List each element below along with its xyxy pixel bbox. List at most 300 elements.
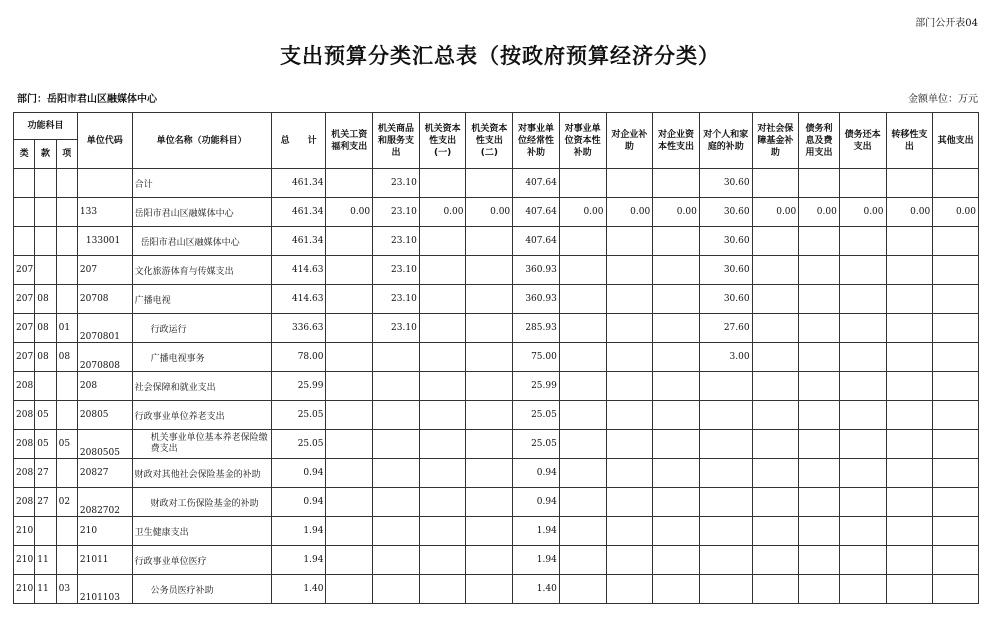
table-row [14,198,979,227]
xiang-cell [56,401,77,430]
amount-cell [799,285,840,314]
amount-cell [606,430,653,459]
amount-cell [606,546,653,575]
table-row [14,372,979,401]
amount-cell [839,401,886,430]
amount-cell [466,401,513,430]
amount-cell [373,575,420,604]
total-header: 总 计 [271,113,326,169]
table-row [14,256,979,285]
xiang-cell [56,256,77,285]
amount-cell [839,343,886,372]
amount-cell [326,546,373,575]
total-cell: 25.99 [271,372,326,401]
amount-cell [466,343,513,372]
xiang-cell [56,372,77,401]
amount-cell [933,575,979,604]
unit-code-cell: 21011 [77,546,132,575]
amount-cell [839,227,886,256]
xiang-cell [56,546,77,575]
col-header: 对事业单位经常性补助 [513,113,560,169]
amount-cell [886,169,933,198]
amount-cell [653,575,700,604]
amount-cell: 0.94 [513,459,560,488]
amount-cell: 0.00 [419,198,466,227]
amount-cell [373,546,420,575]
xiang-cell [56,459,77,488]
kuan-cell: 08 [35,314,56,343]
amount-cell: 0.00 [326,198,373,227]
table-row [14,546,979,575]
col-header: 其他支出 [933,113,979,169]
lei-cell: 208 [14,459,35,488]
total-cell: 0.94 [271,488,326,517]
amount-cell: 25.05 [513,430,560,459]
amount-cell: 407.64 [513,198,560,227]
amount-cell: 27.60 [699,314,752,343]
amount-cell [606,314,653,343]
amount-cell [373,372,420,401]
kuan-cell [35,198,56,227]
amount-cell [326,488,373,517]
unit-code-cell: 2101103 [77,575,132,604]
total-cell: 0.94 [271,459,326,488]
amount-cell [933,401,979,430]
amount-cell [699,459,752,488]
amount-cell [559,488,606,517]
amount-cell [559,459,606,488]
amount-cell [559,430,606,459]
xiang-cell: 05 [56,430,77,459]
unit-code-cell: 133 [77,198,132,227]
lei-cell: 210 [14,517,35,546]
kuan-cell: 05 [35,401,56,430]
amount-cell: 23.10 [373,169,420,198]
amount-cell [886,343,933,372]
lei-cell: 207 [14,343,35,372]
amount-cell [886,314,933,343]
amount-cell [466,517,513,546]
amount-cell [752,285,799,314]
total-cell: 461.34 [271,169,326,198]
lei-cell: 210 [14,575,35,604]
amount-cell: 360.93 [513,285,560,314]
col-header: 对企业补助 [606,113,653,169]
amount-cell [373,459,420,488]
unit-code-cell: 210 [77,517,132,546]
amount-cell [799,227,840,256]
amount-cell [419,575,466,604]
unit-name-cell: 合计 [132,169,271,198]
amount-cell [699,546,752,575]
amount-cell [326,575,373,604]
amount-cell [419,343,466,372]
lei-cell [14,169,35,198]
amount-cell [466,285,513,314]
table-row [14,459,979,488]
total-cell: 461.34 [271,198,326,227]
amount-cell [799,430,840,459]
amount-cell [933,343,979,372]
amount-cell [752,169,799,198]
amount-cell [839,169,886,198]
department-label: 部门：岳阳市君山区融媒体中心 [17,94,157,105]
amount-cell [419,314,466,343]
xiang-cell [56,285,77,314]
amount-cell [699,488,752,517]
unit-name-cell: 社会保障和就业支出 [132,372,271,401]
amount-cell [839,459,886,488]
lei-cell: 210 [14,546,35,575]
amount-cell [886,372,933,401]
amount-cell [466,430,513,459]
amount-cell [606,459,653,488]
table-row [14,517,979,546]
amount-cell [326,459,373,488]
amount-cell [606,256,653,285]
amount-cell [752,401,799,430]
amount-cell [606,372,653,401]
unit-name-cell: 岳阳市君山区融媒体中心 [132,227,271,256]
amount-cell [699,430,752,459]
amount-cell: 25.05 [513,401,560,430]
kuan-cell: 27 [35,488,56,517]
amount-cell: 30.60 [699,169,752,198]
xiang-header: 项 [56,140,77,169]
amount-cell [606,401,653,430]
amount-cell [799,372,840,401]
lei-cell [14,227,35,256]
amount-cell [752,372,799,401]
amount-cell: 25.99 [513,372,560,401]
amount-cell [752,227,799,256]
amount-cell [933,546,979,575]
amount-cell [653,343,700,372]
unit-name-cell: 文化旅游体育与传媒支出 [132,256,271,285]
amount-cell: 23.10 [373,227,420,256]
amount-cell [559,314,606,343]
col-header: 对社会保障基金补助 [752,113,799,169]
unit-name-cell: 行政运行 [132,314,271,343]
amount-cell [606,343,653,372]
amount-cell [653,546,700,575]
amount-cell [653,372,700,401]
kuan-cell [35,372,56,401]
amount-cell [326,343,373,372]
amount-cell [419,546,466,575]
amount-cell: 1.94 [513,546,560,575]
amount-cell [466,314,513,343]
amount-cell [799,546,840,575]
xiang-cell: 02 [56,488,77,517]
unit-code-cell: 20708 [77,285,132,314]
amount-cell [326,256,373,285]
total-cell: 1.40 [271,575,326,604]
amount-cell [839,430,886,459]
amount-cell: 23.10 [373,256,420,285]
total-cell: 25.05 [271,430,326,459]
amount-cell [419,517,466,546]
amount-cell [606,227,653,256]
xiang-cell [56,227,77,256]
table-row [14,401,979,430]
amount-cell [466,459,513,488]
table-row [14,227,979,256]
total-cell: 1.94 [271,517,326,546]
lei-cell: 208 [14,372,35,401]
amount-cell [799,459,840,488]
unit-name-cell: 卫生健康支出 [132,517,271,546]
col-header: 机关资本性支出(二) [466,113,513,169]
amount-cell [752,314,799,343]
amount-cell [653,430,700,459]
amount-cell [326,372,373,401]
func-subject-header: 功能科目 [14,113,78,140]
amount-cell: 0.94 [513,488,560,517]
unit-name-header: 单位名称（功能科目） [132,113,271,169]
amount-cell: 285.93 [513,314,560,343]
amount-cell [886,488,933,517]
amount-cell [653,517,700,546]
amount-cell [559,401,606,430]
amount-cell [839,575,886,604]
amount-cell [373,343,420,372]
lei-cell: 207 [14,314,35,343]
amount-cell [606,169,653,198]
amount-cell [799,343,840,372]
amount-cell [653,169,700,198]
amount-cell: 23.10 [373,314,420,343]
amount-cell: 3.00 [699,343,752,372]
amount-cell [606,488,653,517]
amount-cell: 0.00 [466,198,513,227]
total-cell: 1.94 [271,546,326,575]
amount-cell [886,517,933,546]
amount-cell [886,459,933,488]
unit-name-cell: 财政对工伤保险基金的补助 [132,488,271,517]
amount-cell [933,372,979,401]
amount-cell [466,256,513,285]
kuan-cell [35,227,56,256]
amount-cell [653,488,700,517]
unit-name-cell: 广播电视事务 [132,343,271,372]
amount-cell [839,314,886,343]
unit-code-header: 单位代码 [77,113,132,169]
xiang-cell: 03 [56,575,77,604]
table-row [14,343,979,372]
amount-cell [799,517,840,546]
amount-cell [933,227,979,256]
amount-cell: 1.40 [513,575,560,604]
amount-cell [419,227,466,256]
amount-cell [933,517,979,546]
lei-cell: 208 [14,401,35,430]
amount-cell [559,169,606,198]
amount-cell [419,430,466,459]
amount-cell [933,285,979,314]
unit-name-cell: 机关事业单位基本养老保险缴费支出 [132,430,271,459]
amount-cell [699,401,752,430]
kuan-cell: 11 [35,575,56,604]
amount-cell [933,256,979,285]
amount-cell [326,314,373,343]
amount-cell: 75.00 [513,343,560,372]
amount-cell [419,372,466,401]
amount-cell [933,314,979,343]
amount-cell [326,285,373,314]
col-header: 转移性支出 [886,113,933,169]
amount-cell [373,430,420,459]
kuan-cell [35,256,56,285]
amount-cell [559,372,606,401]
lei-cell: 207 [14,285,35,314]
amount-cell [559,575,606,604]
amount-cell [752,488,799,517]
amount-cell [886,401,933,430]
amount-cell: 0.00 [653,198,700,227]
xiang-cell: 08 [56,343,77,372]
amount-cell [326,517,373,546]
lei-cell: 207 [14,256,35,285]
amount-cell [466,575,513,604]
amount-cell: 30.60 [699,285,752,314]
total-cell: 414.63 [271,256,326,285]
amount-cell [326,169,373,198]
amount-cell: 0.00 [799,198,840,227]
unit-name-cell: 广播电视 [132,285,271,314]
unit-name-cell: 岳阳市君山区融媒体中心 [132,198,271,227]
amount-cell [559,546,606,575]
kuan-cell [35,169,56,198]
amount-cell [653,401,700,430]
amount-cell [799,401,840,430]
kuan-cell: 27 [35,459,56,488]
amount-cell: 30.60 [699,198,752,227]
amount-cell [559,227,606,256]
col-header: 机关工资福利支出 [326,113,373,169]
amount-cell [799,488,840,517]
amount-cell [373,517,420,546]
amount-cell [886,227,933,256]
col-header: 债务还本支出 [839,113,886,169]
xiang-cell [56,517,77,546]
amount-cell [419,285,466,314]
amount-cell [886,546,933,575]
unit-name-cell: 行政事业单位养老支出 [132,401,271,430]
amount-cell [373,488,420,517]
kuan-cell: 08 [35,343,56,372]
amount-cell [886,575,933,604]
amount-cell [326,227,373,256]
total-cell: 78.00 [271,343,326,372]
amount-cell [606,285,653,314]
col-header: 对企业资本性支出 [653,113,700,169]
unit-code-cell [77,169,132,198]
amount-cell: 30.60 [699,256,752,285]
amount-cell [752,430,799,459]
amount-cell [699,575,752,604]
unit-code-cell: 2082702 [77,488,132,517]
amount-cell [886,285,933,314]
amount-cell [799,169,840,198]
amount-cell [559,343,606,372]
amount-unit-label: 金额单位：万元 [908,94,978,105]
unit-code-cell: 208 [77,372,132,401]
amount-cell [653,314,700,343]
amount-cell [839,372,886,401]
amount-cell [559,285,606,314]
amount-cell: 407.64 [513,227,560,256]
amount-cell [326,401,373,430]
amount-cell [752,575,799,604]
amount-cell [419,169,466,198]
unit-code-cell: 2070801 [77,314,132,343]
amount-cell [933,459,979,488]
amount-cell: 0.00 [886,198,933,227]
total-cell: 336.63 [271,314,326,343]
kuan-cell: 08 [35,285,56,314]
kuan-header: 款 [35,140,56,169]
amount-cell [559,517,606,546]
amount-cell [752,343,799,372]
table-row [14,488,979,517]
lei-cell: 208 [14,488,35,517]
col-header: 债务利息及费用支出 [799,113,840,169]
amount-cell [886,430,933,459]
amount-cell [933,488,979,517]
col-header: 对个人和家庭的补助 [699,113,752,169]
xiang-cell [56,169,77,198]
kuan-cell: 11 [35,546,56,575]
amount-cell [466,227,513,256]
col-header: 对事业单位资本性补助 [559,113,606,169]
total-cell: 414.63 [271,285,326,314]
amount-cell [419,401,466,430]
amount-cell [699,517,752,546]
unit-name-cell: 公务员医疗补助 [132,575,271,604]
amount-cell [752,256,799,285]
amount-cell: 360.93 [513,256,560,285]
amount-cell [466,488,513,517]
amount-cell [373,401,420,430]
amount-cell [839,517,886,546]
amount-cell [606,575,653,604]
page-title: 支出预算分类汇总表（按政府预算经济分类） [280,44,720,68]
table-row [14,575,979,604]
amount-cell [466,169,513,198]
amount-cell [419,459,466,488]
amount-cell [752,459,799,488]
amount-cell [466,546,513,575]
amount-cell: 0.00 [752,198,799,227]
amount-cell [559,256,606,285]
expenditure-table [13,112,979,604]
lei-cell [14,198,35,227]
amount-cell: 1.94 [513,517,560,546]
table-row [14,314,979,343]
lei-header: 类 [14,140,35,169]
lei-cell: 208 [14,430,35,459]
amount-cell [933,169,979,198]
amount-cell: 0.00 [839,198,886,227]
amount-cell [699,372,752,401]
amount-cell [653,459,700,488]
unit-name-cell: 行政事业单位医疗 [132,546,271,575]
amount-cell [606,517,653,546]
unit-code-cell: 20827 [77,459,132,488]
amount-cell [886,256,933,285]
col-header: 机关资本性支出(一) [419,113,466,169]
